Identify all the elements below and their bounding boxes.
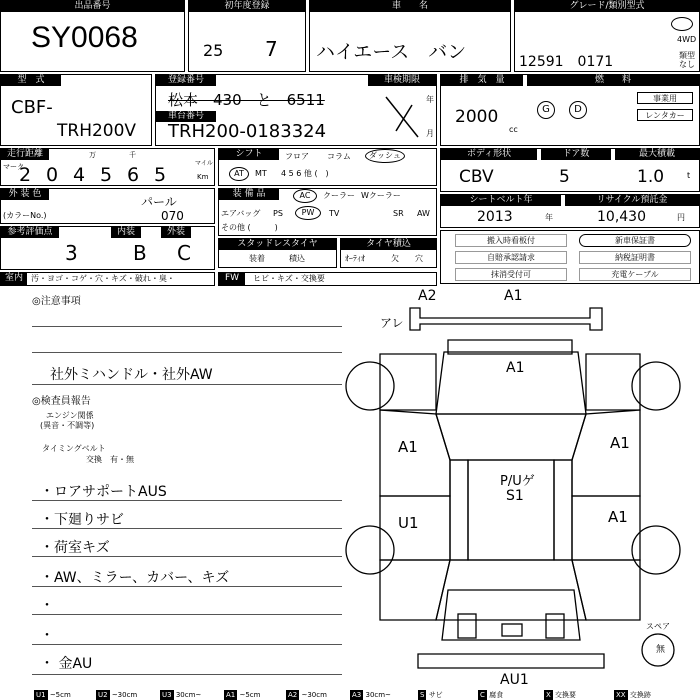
report-item-7: ・ 金AU [40,656,93,672]
diag-a1-top: A1 [504,288,523,304]
first-reg-month: 7 [265,37,278,61]
fw-row [218,272,437,286]
mileage-unit-km: Km [197,173,209,181]
color-label: 外 装 色 [1,189,49,200]
reg-cell [155,74,437,146]
fuel-g: G [537,101,555,119]
color-code-label: (カラーNo.) [3,211,47,220]
tire-load-opt2: 欠 [391,254,399,263]
grade-interior-label: 内装 [111,227,141,238]
tire-load-label: タイヤ積込 [341,239,436,250]
docs-b1: 搬入時看板付 [455,234,567,247]
chassis-label: 車台番号 [156,111,216,122]
mileage-d1: 2 [19,164,32,186]
mileage-unit-man: 万 [89,151,96,159]
body-cell [440,148,700,192]
wheel-rear-right [632,526,680,574]
legend-u3: U3 30cm~ [162,691,202,699]
tire-load-opt3: 穴 [415,254,423,263]
interior-row [0,272,215,286]
shift-column: コラム [327,152,351,161]
rear-lamp-left [458,614,476,638]
mileage-unit-mile: マイル [195,160,213,167]
equipment-label: 装 備 品 [219,189,279,200]
legend-u1: U1 ~5cm [36,691,71,699]
docs-b4: 納税証明書 [579,251,691,264]
grade-exterior: C [177,241,191,265]
docs-b3: 自賠承認請求 [455,251,567,264]
diag-a1-left: A1 [398,438,418,456]
diag-a1-right: A1 [610,434,630,452]
studless-cell [218,238,337,268]
diag-a1-hood: A1 [506,360,525,376]
grades-cell [0,226,215,270]
recycle-label: リサイクル預託金 [565,195,699,206]
rear-lamp-right [546,614,564,638]
report-item-6: ・ [40,628,54,644]
note-line-1 [32,326,342,327]
model-line1: CBF- [11,97,53,118]
fuel-d: D [569,101,587,119]
capacity-value: 1.0 [637,167,665,187]
grade-4wd: 4WD [677,35,697,44]
legend-a1: A1 ~5cm [226,691,261,699]
rear-bumper [418,654,604,668]
color-value: パール [141,195,177,209]
first-reg-label: 初年度登録 [189,1,305,12]
mileage-unit-sen: 千 [129,151,136,159]
roof-right-rail [554,460,572,560]
body-label: ボディ形状 [441,149,537,160]
diag-a1-rear: A1 [608,508,628,526]
studless-opt1: 装着 [249,254,265,263]
diag-roof: P/Uゲ [500,474,535,489]
windshield [436,414,586,460]
mileage-label: 走行距離 [1,149,49,160]
wheel-front-left [346,362,394,410]
stock-no-label: 出品番号 [1,1,184,12]
shift-cell [218,148,437,186]
report-item-4: ・AW、ミラー、カバー、キズ [40,570,230,586]
first-reg-cell [188,0,306,72]
grade-overall: 3 [65,241,78,265]
fw-row-items: ヒビ・キズ・交換要 [253,274,325,283]
report-timing-sub: 交換 有・無 [86,455,134,464]
displacement-value: 2000 [455,107,499,127]
stock-no-cell [0,0,185,72]
inspection-year-unit: 年 [426,95,434,104]
notes-text: 社外ミハンドル・社外AW [50,367,213,383]
car-name-value: ハイエース バン [316,41,467,63]
car-name-cell [309,0,511,72]
fuel-rental: レンタカー [637,109,693,121]
interior-row-items: 汚・ヨゴ・コゲ・穴・キズ・破れ・臭・ [31,274,175,283]
grade-interior: B [133,241,147,265]
spare-label: スペア [646,622,670,631]
diag-u1: U1 [398,514,419,532]
report-item-3: ・荷室キズ [40,540,110,556]
diag-au1: AU1 [500,672,529,688]
model-label: 型 式 [1,75,61,86]
mileage-d5: 6 [127,164,140,186]
interior-row-label: 室内 [1,273,27,285]
mileage-d6: 5 [154,164,167,186]
seatbelt-value: 2013 [477,209,513,225]
legend-s: S サビ [420,691,443,699]
equipment-ac: AC [293,189,317,203]
legend-a3: A3 30cm~ [352,691,391,699]
grade-exterior-label: 外装 [161,227,191,238]
grade-label: グレード/類別型式 [515,1,699,12]
equipment-other: その他 ( ) [221,223,278,232]
legend-c: C 腐食 [480,691,504,699]
legend-x: X 交換要 [546,691,577,699]
body-value: CBV [459,167,494,187]
report-item-2: ・下廻りサビ [40,512,124,528]
tire-load-cell [340,238,437,268]
equipment-wcooler: Wクーラー [361,191,401,200]
inspection-month-unit: 月 [426,129,434,138]
grade-none: なし [679,60,695,69]
wheel-rear-left [346,526,394,574]
diag-s1: S1 [506,488,524,504]
reg-no-value: 松本 430 と 6511 [168,91,325,109]
legend-u2: U2 ~30cm [98,691,138,699]
shift-gears: 4 5 6 他 ( ) [281,169,329,178]
model-cell [0,74,152,146]
model-line2: TRH200V [57,121,137,141]
inspection-cross-icon [382,91,422,141]
wheel-front-right [632,362,680,410]
mileage-d3: 4 [73,164,86,186]
grade-type: 類型 [679,51,695,60]
shift-mt: MT [255,169,267,178]
spare-none: 無 [656,645,666,655]
mileage-d2: 0 [46,164,59,186]
equipment-airbag: エアバッグ [221,209,261,218]
shift-dash: ダッシュ [369,151,401,160]
docs-b2: 新車保証書 [579,234,691,247]
shift-floor: フロア [285,152,309,161]
seatbelt-unit: 年 [545,213,553,222]
grade-cell [514,0,700,72]
docs-b6: 充電ケーブル [579,268,691,281]
diag-a2: A2 [418,288,437,304]
color-cell [0,188,215,224]
grade-value: 12591 0171 [519,54,614,70]
notes-title: ◎注意事項 [32,296,81,307]
recycle-unit: 円 [677,213,685,222]
chassis-value: TRH200-0183324 [168,121,327,142]
equipment-aw: AW [417,209,430,218]
studless-opt2: 積込 [289,254,305,263]
displacement-label: 排 気 量 [441,75,523,86]
engine-fuel-cell [440,74,700,146]
displacement-unit: cc [509,125,518,134]
doors-label: ドア数 [541,149,611,160]
rear-plate [502,624,522,636]
equipment-tv: TV [329,209,340,218]
stock-no-value: SY0068 [31,21,138,54]
report-item-5: ・ [40,598,54,614]
report-line-5 [32,614,342,615]
inspection-label: 車検期限 [368,75,436,86]
inspection-report-title: ◎検査員報告 [32,396,91,407]
mileage-cell [0,148,215,186]
report-engine: エンジン関係 [46,411,94,420]
note-line-2 [32,352,342,353]
fw-row-label: FW [219,273,245,285]
reg-no-label: 登録番号 [156,75,216,86]
studless-label: スタッドレスタイヤ [219,239,336,250]
report-item-1: ・ロアサポートAUS [40,484,167,500]
fuel-label: 燃 料 [527,75,699,86]
fuel-business: 事業用 [637,92,693,104]
shift-label: シフト [219,149,279,160]
legend-a2: A2 ~30cm [288,691,327,699]
docs-cell [440,230,700,284]
front-bumper [410,308,602,330]
capacity-label: 最大積載 [615,149,699,160]
grade-overall-label: 参考評価点 [1,227,59,238]
report-timing: タイミングベルト [42,444,106,453]
note-line-3 [32,384,342,385]
right-quarter [572,560,640,620]
report-line-6 [32,644,342,645]
mileage-d4: 5 [100,164,113,186]
equipment-cooler: クーラー [323,191,355,200]
seatbelt-recycle-cell [440,194,700,228]
diag-al: アレ [380,316,404,330]
grade-badge-icon [671,17,693,31]
color-code: 070 [161,209,184,223]
legend-xx: XX 交換跡 [616,691,651,699]
front-right-door [572,410,640,496]
shift-at: AT [229,167,249,181]
equipment-sr: SR [393,209,404,218]
back-door-lower [442,590,580,640]
recycle-value: 10,430 [597,209,646,225]
roof-left-rail [450,460,468,560]
tire-load-opt1: ｵｰﾃｨｵ [345,254,365,263]
left-quarter [380,560,450,620]
docs-b5: 抹消受付可 [455,268,567,281]
report-engine-sub: (異音・不調等) [40,421,95,430]
capacity-unit: t [687,171,691,180]
first-reg-year: 25 [203,41,224,60]
equipment-cell [218,188,437,236]
equipment-ps: PS [273,209,283,218]
rear-right-door [572,496,640,560]
car-name-label: 車 名 [310,1,510,12]
seatbelt-label: シートベルト年 [441,195,561,206]
doors-value: 5 [559,167,570,187]
mileage-mark: マーク [3,163,24,171]
report-line-7 [32,674,342,675]
equipment-pw: PW [295,206,321,220]
